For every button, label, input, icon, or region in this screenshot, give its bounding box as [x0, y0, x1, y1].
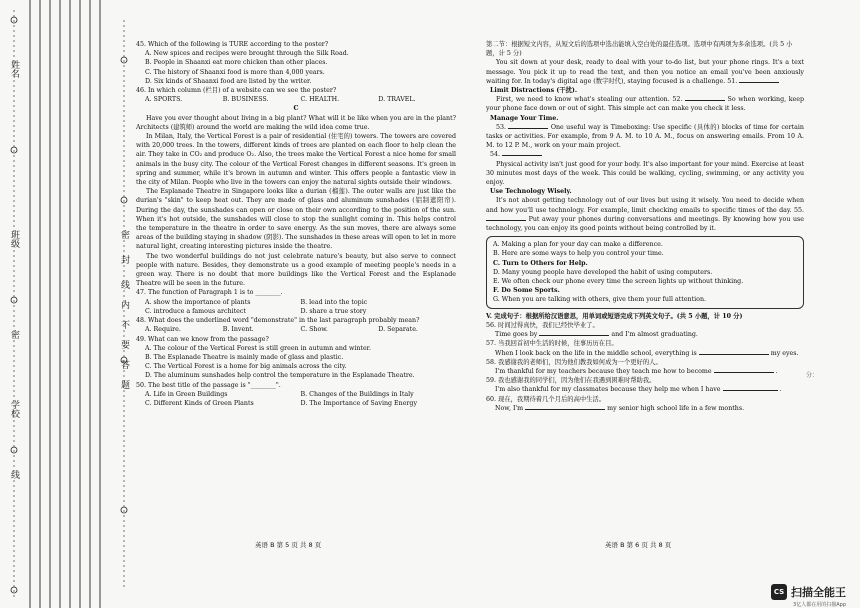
question-56-en: [486, 330, 804, 339]
name-label: 姓名: [9, 60, 19, 78]
option: C. HEALTH.: [300, 96, 340, 104]
option: A. Life in Green Buildings: [145, 390, 228, 398]
option: B. Invent.: [222, 326, 254, 334]
blank-52-label: 52.: [672, 96, 683, 104]
answer-blank-56[interactable]: [539, 335, 609, 336]
question-60-en: [486, 404, 804, 413]
line-label: 线: [9, 470, 19, 479]
options-row: [136, 399, 456, 408]
binding-margin: [0, 0, 130, 608]
paragraph: [486, 150, 804, 159]
paragraph-text: One useful way is Timeboxing: Use specific (具体的) blocks of time for certain tasks or activities. For example, from 9 A. M. to 10 A. M., focus on answering emails. From 10 A. M. to 12 P. M., work on your main project.: [486, 123, 804, 150]
paragraph: Physical activity isn't just good for your body. It's also important for your mind. Exercise at least 30 minutes most days of the week. This could be walking, cycling, swimming, or any activity you enjoy.: [486, 160, 804, 187]
option: A. Require.: [145, 326, 181, 334]
binding-lines: [0, 0, 130, 608]
sentence-end: my eyes.: [770, 349, 799, 357]
blank-53-label: 53.: [496, 123, 507, 131]
option: C. The history of Shaanxi food is more than 4,000 years.: [145, 68, 325, 76]
option: B. Changes of the Buildings in Italy: [300, 390, 414, 398]
question-56-cn: 56. 时间过得真快，我们已经快毕业了。: [486, 321, 599, 329]
question-47: 47. The function of Paragraph 1 is to ________.: [136, 289, 283, 297]
sentence-start: Now, I'm: [495, 404, 524, 412]
option: D. share a true story: [300, 307, 367, 315]
answer-blank-59[interactable]: [723, 390, 778, 391]
binding-seal-text: 不: [119, 320, 129, 329]
left-page: [136, 40, 456, 408]
paragraph-text: First, we need to know what's stealing our attention.: [496, 96, 670, 104]
option: A. The colour of the Vertical Forest is still green in autumn and winter.: [145, 344, 371, 352]
heading-limit-distractions: Limit Distractions (干扰).: [490, 87, 578, 95]
question-49: 49. What can we know from the passage?: [136, 335, 269, 343]
option: A. SPORTS.: [145, 96, 183, 104]
paragraph-text: Put away your phones during conversations and meetings. By knowing how you use technology, you can enjoy its good points without being controlled by it.: [486, 215, 804, 233]
question-57-cn: 57. 当我回首初中生活的时候，往事历历在目。: [486, 340, 618, 348]
seal-label: 密: [9, 330, 19, 339]
binding-seal-text: 内: [119, 300, 129, 309]
intro-paragraph: [486, 58, 804, 86]
blank-55[interactable]: [486, 220, 526, 221]
blank-51[interactable]: [739, 82, 779, 83]
heading-manage-time: Manage Your Time.: [490, 114, 559, 122]
options-row: [136, 325, 456, 334]
question-59-cn: 59. 我也感谢我的同学们，因为他们在我遇到困难时帮助我。: [486, 377, 656, 385]
school-label: 学校: [9, 400, 19, 418]
paragraph: [486, 123, 804, 151]
paragraph-text: So when working, keep your phone face down or out of sight. This simple act can make you check it less.: [486, 96, 804, 113]
left-page-footer: 英语 B 第 5 页 共 8 页: [255, 541, 322, 549]
right-page-footer: 英语 B 第 6 页 共 8 页: [605, 541, 672, 549]
option: C. The Vertical Forest is a home for big animals across the city.: [145, 363, 347, 371]
paragraph-text: It's not about getting technology out of our lives but using it wisely. You need to decide when and how you'll use technology. For example, limit checking emails to specific times of the day.: [486, 197, 804, 214]
option: B. The Esplanade Theatre is mainly made of glass and plastic.: [145, 353, 344, 361]
blank-55-label: 55.: [793, 206, 804, 214]
binding-seal-text: 题: [119, 380, 129, 389]
options-row: [136, 298, 456, 307]
option: C. Show.: [300, 326, 328, 334]
scanner-tagline: 3亿人都在用的扫描App: [793, 602, 846, 608]
binding-seal-text: 封: [119, 255, 129, 264]
option: D. The Importance of Saving Energy: [300, 399, 418, 407]
passage-paragraph: The two wonderful buildings do not just celebrate nature's beauty, but also serve to connect people with nature. Besides, they demonstrate us a good example of meeting people's needs in a green way. There is no doubt that more buildings like the Vertical Forest and the Esplanade Theatre will be seen in the future.: [136, 252, 456, 288]
box-option: A. Making a plan for your day can make a difference.: [493, 241, 663, 249]
answer-blank-58[interactable]: [714, 372, 774, 373]
question-58-cn: 58. 我感谢我的老师们，因为他们教我如何成为一个更好的人。: [486, 358, 662, 366]
box-option: B. Here are some ways to help you control your time.: [493, 250, 664, 258]
box-option: C. Turn to Others for Help.: [493, 259, 588, 267]
question-58-en: [486, 367, 804, 376]
option: B. lead into the topic: [300, 298, 368, 306]
question-59-en: [486, 385, 804, 394]
options-row: [136, 95, 456, 104]
option: D. TRAVEL.: [378, 96, 416, 104]
question-60-cn: 60. 现在，我期待着几个月后的高中生活。: [486, 395, 606, 403]
binding-seal-text: 密: [119, 230, 129, 239]
blank-51-label: 51.: [727, 77, 738, 85]
intro-text: You sit down at your desk, ready to deal with your to-do list, but your phone rings. It's a text message. You pick it up to read the text, and then you notice an email you've been anxiously waiting for. In today's digital age (数字时代), staying focused is a challenge.: [486, 59, 804, 85]
scanner-watermark: [771, 584, 846, 600]
right-page: [486, 40, 804, 413]
question-50: 50. The best title of the passage is "________".: [136, 381, 281, 389]
option: D. Separate.: [378, 326, 418, 334]
sentence-end: and I'm almost graduating.: [611, 331, 698, 339]
heading-use-technology: Use Technology Wisely.: [490, 188, 572, 196]
blank-53[interactable]: [508, 128, 548, 129]
passage-paragraph: In Milan, Italy, the Vertical Forest is a pair of residential (住宅的) towers. The towers are covered with 20,000 trees. In the towers, different kinds of trees are planted on each floor to help clean the air. They take in CO₂ and produce O₂. Also, the trees make the Vertical Forest a nice home for small animals in the busy city. The colour of the Vertical Forest changes in different seasons. It's green in spring and summer, while it's brown in autumn and winter. This offers people a fantastic view in the city of Milan. People who live in the towers can enjoy the natural sights outside their windows.: [136, 133, 456, 187]
box-option: D. Many young people have developed the habit of using computers.: [493, 268, 713, 276]
section-c-heading: C: [293, 105, 299, 113]
option: B. BUSINESS.: [222, 96, 269, 104]
question-57-en: [486, 349, 804, 358]
question-46: 46. In which column (栏目) of a website can we see the poster?: [136, 87, 337, 95]
section-v-header: V. 完成句子：根据所给汉语意思，用单词或短语完成下列英文句子。(共 5 小题，计 10 分): [486, 312, 743, 320]
blank-54-label: 54.: [490, 151, 501, 159]
option: D. Six kinds of Shaanxi food are listed by the writer.: [145, 77, 312, 85]
class-label: 班级: [9, 230, 19, 248]
question-48: 48. What does the underlined word "demonstrate" in the last paragraph probably mean?: [136, 317, 420, 325]
option: D. The aluminum sunshades help control the temperature in the Esplanade Theatre.: [145, 372, 415, 380]
option: A. show the importance of plants: [145, 298, 251, 306]
box-option: E. We often check our phone every time the screen lights up without thinking.: [493, 278, 744, 286]
option: C. introduce a famous architect: [145, 307, 246, 315]
option: A. New spices and recipes were brought through the Silk Road.: [145, 50, 349, 58]
box-option: G. When you are talking with others, give them your full attention.: [493, 296, 707, 304]
sentence-start: When I look back on the life in the middle school, everything is: [495, 349, 697, 357]
sentence-start: I'm also thankful for my classmates because they help me when I have: [495, 386, 721, 394]
margin-note: 分：: [806, 372, 819, 379]
binding-seal-text: 要: [119, 340, 129, 349]
options-row: [136, 307, 456, 316]
question-45: 45. Which of the following is TURE according to the poster?: [136, 41, 329, 48]
answer-blank-60[interactable]: [525, 409, 605, 410]
sentence-end: .: [775, 367, 778, 375]
paragraph: [486, 196, 804, 233]
binding-seal-text: 线: [119, 280, 129, 289]
binding-seal-text: 答: [119, 360, 129, 369]
sentence-end: .: [779, 386, 782, 394]
options-box: [486, 236, 804, 308]
sentence-start: I'm thankful for my teachers because they teach me how to become: [495, 367, 712, 375]
camscanner-icon: CS: [771, 584, 787, 600]
blank-52[interactable]: [685, 100, 725, 101]
scanner-brand: 扫描全能王: [791, 586, 846, 599]
sentence-start: Time goes by: [495, 331, 538, 339]
passage-paragraph: Have you ever thought about living in a big plant? What will it be like when you are in the plant? Architects (建筑师) around the world are making the wild idea come true.: [136, 114, 456, 131]
sentence-end: my senior high school life in a few months.: [607, 404, 745, 412]
blank-54[interactable]: [502, 155, 542, 156]
options-row: [136, 390, 456, 399]
answer-blank-57[interactable]: [699, 354, 769, 355]
option: B. People in Shaanxi eat more chicken than other places.: [145, 59, 328, 67]
passage-paragraph: The Esplanade Theatre in Singapore looks like a durian (榴莲). The outer walls are just like the durian's "skin" to keep heat out. They are made of glass and aluminum sunshades (铝制遮阳帘). During the day, the sunshades can open or close on their own according to the position of the sun. When it's hot outside, the sunshades will close to stop the sunlight coming in. This helps control the temperature in the theatre in order to save energy. As the sun moves, there are always some areas of the building staying in shadow (阴影). The sunshades in these areas will open to let in more natural light, creating interesting pictures inside the theatre.: [136, 188, 456, 251]
section-header: 第二节：根据短文内容，从短文后的选项中选出能填入空白处的最佳选项。选项中有两项为多余选项。(共 5 小题，计 5 分): [486, 41, 793, 58]
paragraph: [486, 95, 804, 113]
option: C. Different Kinds of Green Plants: [145, 399, 254, 407]
box-option: F. Do Some Sports.: [493, 287, 560, 295]
